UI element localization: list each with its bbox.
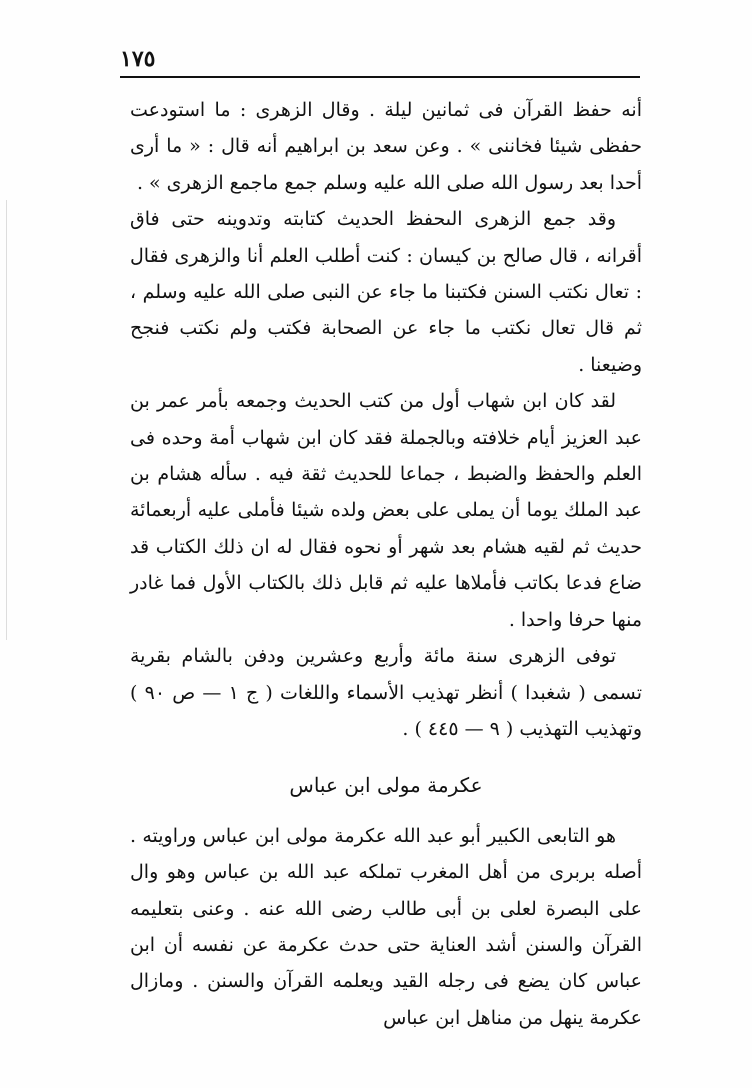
page-edge-shadow [6,200,7,640]
section-paragraph: هو التابعى الكبير أبو عبد الله عكرمة مولى ابن عباس وراويته . أصله بربرى من أهل المغرب تملكه عبد الله بن عباس وهو وال على البصرة لعلى بن أبى طالب رضى الله عنه . وعنى بتعليمه القرآن والسنن أشد العناية حتى حدث عكرمة عن نفسه أن ابن عباس كان يضع فى رجله القيد ويعلمه القرآن والسنن . ومازال عكرمة ينهل من مناهل ابن عباس [130,824,642,1029]
paragraph-3: لقد كان ابن شهاب أول من كتب الحديث وجمعه بأمر عمر بن عبد العزيز أيام خلافته وبالجملة فقد كان ابن شهاب أمة وحده فى العلم والحفظ والضبط ، جماعا للحديث ثقة فيه . سأله هشام بن عبد الملك يوما أن يملى على بعض ولده شيئا فأملى عليه أربعمائة حديث ثم لقيه هشام بعد شهر أو نحوه فقال له ان ذلك الكتاب قد ضاع فدعا بكاتب فأملاها عليه ثم قابل ذلك بالكتاب الأول فما غادر منها حرفا واحدا . [130,390,642,631]
paragraph-4: توفى الزهرى سنة مائة وأربع وعشرين ودفن بالشام بقرية تسمى ( شغبدا ) أنظر تهذيب الأسماء واللغات ( ج ١ — ص ٩٠ ) وتهذيب التهذيب ( ٩ — ٤٤٥ ) . [130,645,643,740]
paragraph-1: أنه حفظ القرآن فى ثمانين ليلة . وقال الزهرى : ما استودعت حفظى شيئا فخاننى » . وعن سعد بن ابراهيم أنه قال : « ما أرى أحدا بعد رسول الله صلى الله عليه وسلم جمع ماجمع الزهرى » . [130,99,642,194]
section-heading: عكرمة مولى ابن عباس [289,773,483,798]
header-rule [120,76,640,78]
page-number: ١٧٥ [120,46,156,72]
page-body [130,92,642,1036]
paragraph-2: وقد جمع الزهرى الىحفظ الحديث كتابته وتدوينه حتى فاق أقرانه ، قال صالح بن كيسان : كنت أطلب العلم أنا والزهرى فقال : تعال نكتب السنن فكتبنا ما جاء عن النبى صلى الله عليه وسلم ، ثم قال تعال نكتب ما جاء عن الصحابة فكتب ولم نكتب فنجح وضيعنا . [130,208,642,376]
